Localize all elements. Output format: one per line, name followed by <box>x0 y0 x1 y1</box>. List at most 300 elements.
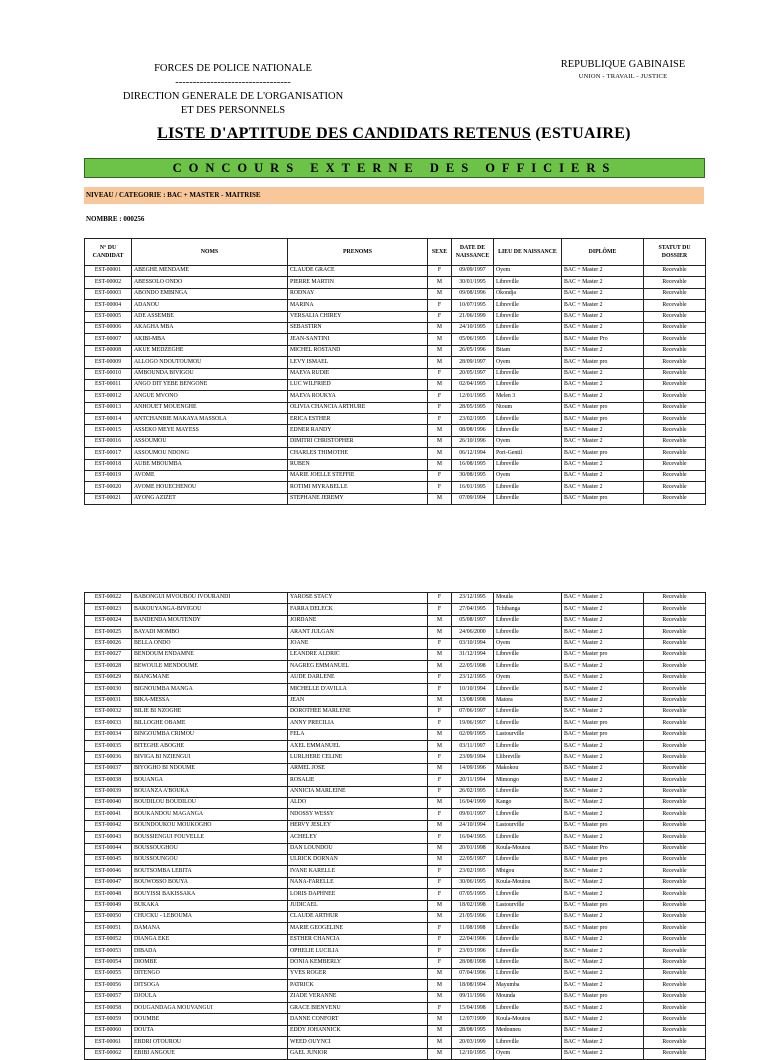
cell-nom: AYONG AZIZET <box>132 493 288 504</box>
col-header-diplome: DIPLÔME <box>562 239 644 266</box>
cell-lieu: Libreville <box>494 923 562 934</box>
cell-nom: DIBADA <box>132 946 288 957</box>
cell-lieu: Koula-Moutou <box>494 843 562 854</box>
cell-lieu: Libreville <box>494 615 562 626</box>
cell-lieu: Tchibanga <box>494 604 562 615</box>
cell-date: 21/06/1999 <box>452 311 494 322</box>
cell-statut: Recevable <box>644 300 706 311</box>
cell-nom: EBDRI OTOUROU <box>132 1037 288 1048</box>
cell-nom: AKIBI-MBA <box>132 334 288 345</box>
cell-date: 23/09/1994 <box>452 752 494 763</box>
cell-sexe: F <box>428 718 452 729</box>
header-direction: DIRECTION GENERALE DE L'ORGANISATION <box>122 91 344 102</box>
cell-lieu: Libreville <box>494 957 562 968</box>
cell-statut: Recevable <box>644 615 706 626</box>
cell-date: 24/06/2000 <box>452 627 494 638</box>
table-row <box>85 604 706 615</box>
table-row <box>85 923 706 934</box>
cell-lieu: Lastourville <box>494 900 562 911</box>
cell-lieu: Koula-Moutou <box>494 1014 562 1025</box>
cell-prenom: DOROTHEE MARLENE <box>288 706 428 717</box>
cell-numero: EST-00057 <box>85 991 132 1002</box>
cell-diplome: BAC + Master 2 <box>562 379 644 390</box>
cell-nom: DOUMBE <box>132 1014 288 1025</box>
cell-diplome: BAC + Master pro <box>562 991 644 1002</box>
cell-date: 05/08/1997 <box>452 615 494 626</box>
table-row <box>85 695 706 706</box>
cell-prenom: ROSALIE <box>288 775 428 786</box>
table-row <box>85 672 706 683</box>
cell-diplome: BAC + Master 2 <box>562 638 644 649</box>
cell-numero: EST-00044 <box>85 843 132 854</box>
table-row <box>85 661 706 672</box>
cell-nom: BOUSSOUGHOU <box>132 843 288 854</box>
cell-statut: Recevable <box>644 1048 706 1059</box>
cell-diplome: BAC + Master 2 <box>562 459 644 470</box>
cell-numero: EST-00034 <box>85 729 132 740</box>
cell-nom: BEWOULE MENDOUME <box>132 661 288 672</box>
cell-nom: ANHOUET MOUENGHE <box>132 402 288 413</box>
cell-lieu: Oyem <box>494 672 562 683</box>
table-row <box>85 414 706 425</box>
cell-sexe: F <box>428 889 452 900</box>
cell-date: 18/02/1998 <box>452 900 494 911</box>
table-row <box>85 322 706 333</box>
cell-nom: ADANOU <box>132 300 288 311</box>
cell-numero: EST-00046 <box>85 866 132 877</box>
cell-diplome: BAC + Master 2 <box>562 957 644 968</box>
cell-numero: EST-00002 <box>85 277 132 288</box>
cell-lieu: Libreville <box>494 300 562 311</box>
cell-prenom: MICHELLE D'AVILLA <box>288 684 428 695</box>
cell-prenom: GAEL JUNIOR <box>288 1048 428 1059</box>
cell-diplome: BAC + Master pro <box>562 649 644 660</box>
cell-lieu: Libreville <box>494 661 562 672</box>
cell-lieu: Libreville <box>494 322 562 333</box>
cell-diplome: BAC + Master 2 <box>562 695 644 706</box>
cell-diplome: BAC + Master pro <box>562 820 644 831</box>
cell-diplome: BAC + Master 2 <box>562 934 644 945</box>
cell-numero: EST-00024 <box>85 615 132 626</box>
cell-date: 12/01/1995 <box>452 391 494 402</box>
cell-diplome: BAC + Master 2 <box>562 368 644 379</box>
cell-nom: DJOULA <box>132 991 288 1002</box>
cell-lieu: Oyem <box>494 436 562 447</box>
cell-prenom: ERICA ESTHER <box>288 414 428 425</box>
cell-sexe: M <box>428 615 452 626</box>
cell-date: 28/08/1995 <box>452 1025 494 1036</box>
cell-nom: BABONGUI MVOUBOU IVOURANDI <box>132 593 288 604</box>
cell-sexe: M <box>428 322 452 333</box>
cell-statut: Recevable <box>644 448 706 459</box>
cell-prenom: RUBEN <box>288 459 428 470</box>
cell-lieu: Libreville <box>494 459 562 470</box>
cell-lieu: Koula-Moutou <box>494 877 562 888</box>
cell-nom: BUKAKA <box>132 900 288 911</box>
cell-numero: EST-00008 <box>85 345 132 356</box>
cell-sexe: M <box>428 288 452 299</box>
table-row <box>85 368 706 379</box>
cell-nom: DIANGA EKE <box>132 934 288 945</box>
table-row <box>85 980 706 991</box>
cell-lieu: Okondja <box>494 288 562 299</box>
cell-diplome: BAC + Master 2 <box>562 911 644 922</box>
cell-sexe: M <box>428 980 452 991</box>
cell-prenom: GRACE BIENVENU <box>288 1003 428 1014</box>
cell-date: 20/01/1998 <box>452 843 494 854</box>
table-row <box>85 706 706 717</box>
cell-date: 21/05/1996 <box>452 911 494 922</box>
cell-date: 26/10/1996 <box>452 436 494 447</box>
cell-prenom: ROTIMI MYRABELLE <box>288 482 428 493</box>
cell-prenom: NAGREG EMMANUEL <box>288 661 428 672</box>
cell-date: 03/10/1994 <box>452 638 494 649</box>
cell-numero: EST-00059 <box>85 1014 132 1025</box>
cell-numero: EST-00061 <box>85 1037 132 1048</box>
cell-nom: BIKA-MESSA <box>132 695 288 706</box>
cell-numero: EST-00058 <box>85 1003 132 1014</box>
cell-sexe: M <box>428 436 452 447</box>
concours-banner: CONCOURS EXTERNE DES OFFICIERS <box>84 158 705 178</box>
cell-sexe: F <box>428 482 452 493</box>
cell-prenom: ACHELEY <box>288 832 428 843</box>
cell-numero: EST-00049 <box>85 900 132 911</box>
cell-nom: DAMANA <box>132 923 288 934</box>
table-row <box>85 334 706 345</box>
cell-sexe: M <box>428 1037 452 1048</box>
cell-numero: EST-00023 <box>85 604 132 615</box>
cell-prenom: LEANDRE ALDRIC <box>288 649 428 660</box>
cell-nom: BOUANZA A'BOUKA <box>132 786 288 797</box>
cell-diplome: BAC + Master 2 <box>562 471 644 482</box>
cell-statut: Recevable <box>644 866 706 877</box>
table-row <box>85 843 706 854</box>
cell-numero: EST-00047 <box>85 877 132 888</box>
candidates-table-top <box>84 238 706 505</box>
cell-nom: AVOME HOUECHENOU <box>132 482 288 493</box>
table-row <box>85 1025 706 1036</box>
cell-nom: BOUYISSI BAKISSAKA <box>132 889 288 900</box>
table-row <box>85 448 706 459</box>
table-row <box>85 1037 706 1048</box>
cell-statut: Recevable <box>644 729 706 740</box>
table-row <box>85 798 706 809</box>
cell-sexe: M <box>428 1025 452 1036</box>
nombre-label: NOMBRE : 000256 <box>86 215 145 223</box>
cell-statut: Recevable <box>644 482 706 493</box>
cell-numero: EST-00012 <box>85 391 132 402</box>
cell-prenom: LUC WILFRIED <box>288 379 428 390</box>
cell-nom: ADE ASSEMBE <box>132 311 288 322</box>
cell-nom: BOUWOSSO BOUYA <box>132 877 288 888</box>
cell-nom: BENDOUM ENDAMNE <box>132 649 288 660</box>
cell-sexe: F <box>428 414 452 425</box>
cell-statut: Recevable <box>644 820 706 831</box>
cell-diplome: BAC + Master 2 <box>562 684 644 695</box>
cell-nom: DITSOGA <box>132 980 288 991</box>
cell-statut: Recevable <box>644 718 706 729</box>
cell-numero: EST-00035 <box>85 741 132 752</box>
table-row <box>85 357 706 368</box>
cell-numero: EST-00016 <box>85 436 132 447</box>
cell-numero: EST-00042 <box>85 820 132 831</box>
cell-sexe: M <box>428 729 452 740</box>
cell-numero: EST-00015 <box>85 425 132 436</box>
cell-statut: Recevable <box>644 425 706 436</box>
cell-date: 08/08/1996 <box>452 425 494 436</box>
col-header-lieu: LIEU DE NAISSANCE <box>494 239 562 266</box>
cell-date: 26/05/1996 <box>452 345 494 356</box>
cell-nom: ABEGHE MENDAME <box>132 266 288 277</box>
cell-lieu: Libreville <box>494 741 562 752</box>
cell-diplome: BAC + Master 2 <box>562 604 644 615</box>
cell-lieu: Oyem <box>494 266 562 277</box>
cell-date: 10/07/1995 <box>452 300 494 311</box>
cell-date: 16/04/1995 <box>452 832 494 843</box>
cell-statut: Recevable <box>644 775 706 786</box>
cell-nom: DIOMBE <box>132 957 288 968</box>
cell-numero: EST-00030 <box>85 684 132 695</box>
cell-date: 24/10/1995 <box>452 322 494 333</box>
cell-statut: Recevable <box>644 763 706 774</box>
cell-numero: EST-00036 <box>85 752 132 763</box>
cell-lieu: Makokou <box>494 763 562 774</box>
table-row <box>85 482 706 493</box>
table-row <box>85 593 706 604</box>
cell-prenom: NDOSSY WESSY <box>288 809 428 820</box>
cell-diplome: BAC + Master pro <box>562 718 644 729</box>
cell-sexe: M <box>428 459 452 470</box>
cell-numero: EST-00050 <box>85 911 132 922</box>
cell-diplome: BAC + Master 2 <box>562 1014 644 1025</box>
table-row <box>85 820 706 831</box>
cell-prenom: SEBASTIRN <box>288 322 428 333</box>
cell-diplome: BAC + Master 2 <box>562 436 644 447</box>
cell-lieu: Libreville <box>494 911 562 922</box>
cell-statut: Recevable <box>644 957 706 968</box>
cell-diplome: BAC + Master 2 <box>562 593 644 604</box>
cell-diplome: BAC + Master 2 <box>562 832 644 843</box>
table-row <box>85 311 706 322</box>
cell-statut: Recevable <box>644 322 706 333</box>
cell-prenom: JOANE <box>288 638 428 649</box>
cell-lieu: Libreville <box>494 832 562 843</box>
cell-statut: Recevable <box>644 288 706 299</box>
cell-lieu: Matora <box>494 695 562 706</box>
cell-date: 24/10/1994 <box>452 820 494 831</box>
cell-statut: Recevable <box>644 706 706 717</box>
cell-date: 30/06/1995 <box>452 877 494 888</box>
candidates-table-bottom <box>84 592 706 1060</box>
cell-nom: ABESSOLO ONDO <box>132 277 288 288</box>
table-row <box>85 459 706 470</box>
cell-date: 23/03/1996 <box>452 946 494 957</box>
col-header-date: DATE DE NAISSANCE <box>452 239 494 266</box>
cell-date: 20/03/1999 <box>452 1037 494 1048</box>
cell-nom: BOUSSOUNGOU <box>132 854 288 865</box>
cell-prenom: YAROSE STACY <box>288 593 428 604</box>
cell-statut: Recevable <box>644 471 706 482</box>
cell-statut: Recevable <box>644 357 706 368</box>
table-header-row <box>85 239 706 266</box>
cell-prenom: ULRICK DORNAN <box>288 854 428 865</box>
table-row <box>85 957 706 968</box>
table-row <box>85 277 706 288</box>
col-header-noms: NOMS <box>132 239 288 266</box>
cell-statut: Recevable <box>644 672 706 683</box>
cell-lieu: Libreville <box>494 425 562 436</box>
cell-lieu: Libreville <box>494 414 562 425</box>
cell-nom: BIYOGHO BI NDOUME <box>132 763 288 774</box>
cell-statut: Recevable <box>644 809 706 820</box>
cell-diplome: BAC + Master 2 <box>562 300 644 311</box>
cell-statut: Recevable <box>644 1014 706 1025</box>
table-row <box>85 889 706 900</box>
header-republic: REPUBLIQUE GABINAISE <box>560 59 686 70</box>
cell-statut: Recevable <box>644 798 706 809</box>
cell-nom: BOUDILOU BOUDILOU <box>132 798 288 809</box>
cell-statut: Recevable <box>644 854 706 865</box>
cell-diplome: BAC + Master Pro <box>562 843 644 854</box>
cell-prenom: YVES ROGER <box>288 968 428 979</box>
cell-prenom: CHARLES THIMOTHE <box>288 448 428 459</box>
cell-statut: Recevable <box>644 368 706 379</box>
cell-nom: BAKOUYANGA-BIVIGOU <box>132 604 288 615</box>
cell-lieu: Libreville <box>494 718 562 729</box>
cell-prenom: DIMITRI CHRISTOPHER <box>288 436 428 447</box>
cell-date: 12/07/1999 <box>452 1014 494 1025</box>
cell-lieu: Lastourville <box>494 820 562 831</box>
cell-diplome: BAC + Master 2 <box>562 627 644 638</box>
cell-date: 23/12/1995 <box>452 672 494 683</box>
cell-date: 19/06/1997 <box>452 718 494 729</box>
cell-numero: EST-00033 <box>85 718 132 729</box>
cell-diplome: BAC + Master 2 <box>562 266 644 277</box>
table-row <box>85 391 706 402</box>
cell-numero: EST-00017 <box>85 448 132 459</box>
cell-sexe: M <box>428 1048 452 1059</box>
cell-statut: Recevable <box>644 493 706 504</box>
cell-statut: Recevable <box>644 695 706 706</box>
cell-statut: Recevable <box>644 980 706 991</box>
cell-nom: ASSEKO MEYE MAYESS <box>132 425 288 436</box>
cell-nom: AUBE MBOUMBA <box>132 459 288 470</box>
cell-numero: EST-00055 <box>85 968 132 979</box>
cell-nom: BILLOGHE OBAME <box>132 718 288 729</box>
cell-prenom: HERVY JESLEY <box>288 820 428 831</box>
cell-nom: DOUTA <box>132 1025 288 1036</box>
table-row <box>85 752 706 763</box>
cell-date: 22/05/1997 <box>452 854 494 865</box>
cell-prenom: MARIE JOELLE STEFFIE <box>288 471 428 482</box>
cell-nom: BELLA ONDO <box>132 638 288 649</box>
cell-statut: Recevable <box>644 334 706 345</box>
cell-sexe: M <box>428 1014 452 1025</box>
cell-statut: Recevable <box>644 266 706 277</box>
cell-numero: EST-00011 <box>85 379 132 390</box>
cell-statut: Recevable <box>644 649 706 660</box>
table-row <box>85 493 706 504</box>
table-row <box>85 471 706 482</box>
cell-diplome: BAC + Master 2 <box>562 752 644 763</box>
cell-lieu: Llibreville <box>494 752 562 763</box>
cell-date: 28/08/1998 <box>452 957 494 968</box>
cell-sexe: F <box>428 672 452 683</box>
cell-sexe: F <box>428 402 452 413</box>
cell-prenom: OPHELIE LUCILIA <box>288 946 428 957</box>
cell-lieu: Melen 3 <box>494 391 562 402</box>
cell-numero: EST-00029 <box>85 672 132 683</box>
cell-sexe: F <box>428 311 452 322</box>
cell-sexe: F <box>428 775 452 786</box>
cell-lieu: Libreville <box>494 379 562 390</box>
cell-prenom: ARANT JULGAN <box>288 627 428 638</box>
cell-date: 10/10/1994 <box>452 684 494 695</box>
cell-statut: Recevable <box>644 923 706 934</box>
cell-lieu: Libreville <box>494 311 562 322</box>
cell-numero: EST-00045 <box>85 854 132 865</box>
cell-sexe: M <box>428 649 452 660</box>
cell-diplome: BAC + Master 2 <box>562 661 644 672</box>
cell-nom: BIANGMANE <box>132 672 288 683</box>
cell-numero: EST-00053 <box>85 946 132 957</box>
cell-numero: EST-00054 <box>85 957 132 968</box>
cell-nom: BOUTSOMBA LEBITA <box>132 866 288 877</box>
cell-prenom: IVANE KARELLE <box>288 866 428 877</box>
cell-prenom: PATRICK <box>288 980 428 991</box>
table-row <box>85 649 706 660</box>
header-separator: --------------------------------- <box>175 77 291 88</box>
cell-date: 22/04/1996 <box>452 934 494 945</box>
cell-statut: Recevable <box>644 843 706 854</box>
cell-sexe: M <box>428 345 452 356</box>
cell-lieu: Libreville <box>494 649 562 660</box>
cell-nom: EBIBI ANGOUE <box>132 1048 288 1059</box>
cell-statut: Recevable <box>644 402 706 413</box>
cell-lieu: Libreville <box>494 786 562 797</box>
cell-numero: EST-00060 <box>85 1025 132 1036</box>
cell-date: 18/08/1994 <box>452 980 494 991</box>
cell-prenom: FELA <box>288 729 428 740</box>
cell-statut: Recevable <box>644 593 706 604</box>
table-row <box>85 832 706 843</box>
cell-diplome: BAC + Master 2 <box>562 311 644 322</box>
cell-prenom: MARIE GEOGELINE <box>288 923 428 934</box>
cell-lieu: Mbigou <box>494 866 562 877</box>
cell-diplome: BAC + Master 2 <box>562 798 644 809</box>
cell-sexe: F <box>428 266 452 277</box>
cell-numero: EST-00025 <box>85 627 132 638</box>
cell-date: 07/04/1996 <box>452 968 494 979</box>
table-row <box>85 266 706 277</box>
header-personnels: ET DES PERSONNELS <box>180 105 286 116</box>
table-row <box>85 866 706 877</box>
cell-diplome: BAC + Master 2 <box>562 968 644 979</box>
cell-date: 14/09/1996 <box>452 763 494 774</box>
cell-prenom: PIERRE MARTIN <box>288 277 428 288</box>
cell-prenom: ANNICIA MARLEINE <box>288 786 428 797</box>
cell-numero: EST-00062 <box>85 1048 132 1059</box>
cell-date: 06/12/1994 <box>452 448 494 459</box>
cell-nom: AKUE MEDZEGHE <box>132 345 288 356</box>
cell-lieu: Oyem <box>494 638 562 649</box>
cell-statut: Recevable <box>644 661 706 672</box>
cell-lieu: Libreville <box>494 334 562 345</box>
table-row <box>85 900 706 911</box>
table-row <box>85 911 706 922</box>
cell-diplome: BAC + Master pro <box>562 448 644 459</box>
cell-statut: Recevable <box>644 459 706 470</box>
